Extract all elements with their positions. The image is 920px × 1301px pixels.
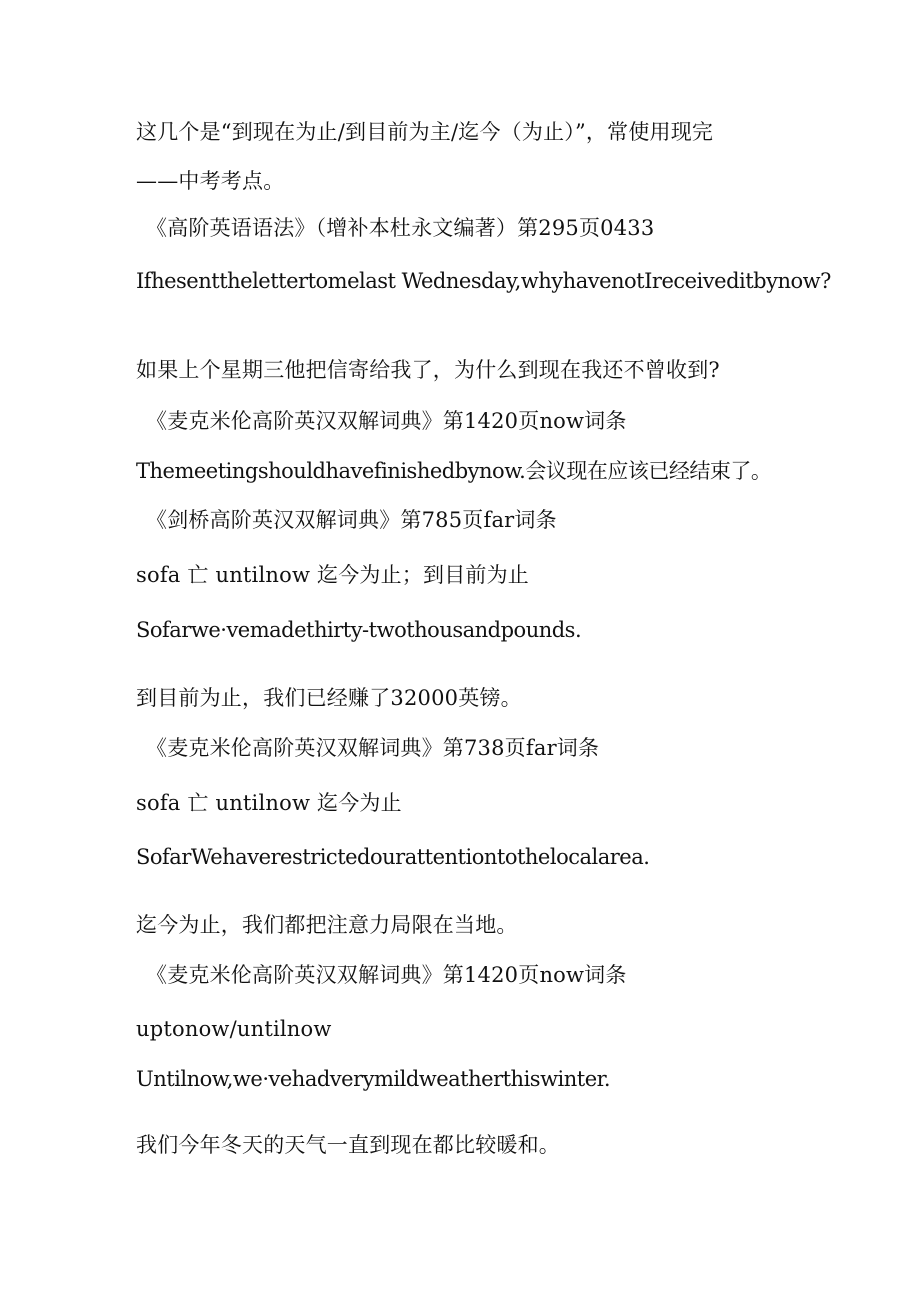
citation-macmillan-far: 《麦克米伦高阶英汉双解词典》第738页far词条 <box>146 736 600 760</box>
citation-macmillan-now-2: 《麦克米伦高阶英汉双解词典》第1420页now词条 <box>146 963 627 987</box>
definition-so-far-1: sofa 亡 untilnow 迄今为止；到目前为止 <box>136 563 530 587</box>
citation-grammar-book: 《高阶英语语法》（增补本杜永文编著）第295页0433 <box>146 216 655 240</box>
english-example-4: SofarWehaverestrictedourattentiontothelocalarea. <box>136 845 650 869</box>
chinese-translation-5: 我们今年冬天的天气一直到现在都比较暖和。 <box>136 1133 560 1157</box>
english-example-3: Sofarwe·vemadethirty-twothousandpounds. <box>136 618 582 642</box>
english-example-1: Ifhesentthelettertomelast Wednesday,whyhavenotIreceiveditbynow? <box>136 269 831 293</box>
chinese-translation-4: 迄今为止，我们都把注意力局限在当地。 <box>136 913 518 937</box>
definition-so-far-2: sofa 亡 untilnow 迄今为止 <box>136 791 402 815</box>
citation-cambridge-far: 《剑桥高阶英汉双解词典》第785页far词条 <box>146 508 557 532</box>
text-line-intro: 这几个是“到现在为止/到目前为主/迄今（为止）”，常使用现完 <box>136 120 714 144</box>
text-line-exam-point: ——中考考点。 <box>136 169 285 193</box>
chinese-translation-3: 到目前为止，我们已经赚了32000英镑。 <box>136 686 522 710</box>
citation-macmillan-now-1: 《麦克米伦高阶英汉双解词典》第1420页now词条 <box>146 409 627 433</box>
definition-up-to-now: uptonow/untilnow <box>136 1017 332 1041</box>
english-example-5: Untilnow,we·vehadverymildweatherthiswinter. <box>136 1067 611 1091</box>
english-example-2: Themeetingshouldhavefinishedbynow.会议现在应该已经结束了。 <box>136 459 772 483</box>
chinese-translation-1: 如果上个星期三他把信寄给我了，为什么到现在我还不曾收到? <box>136 358 720 382</box>
